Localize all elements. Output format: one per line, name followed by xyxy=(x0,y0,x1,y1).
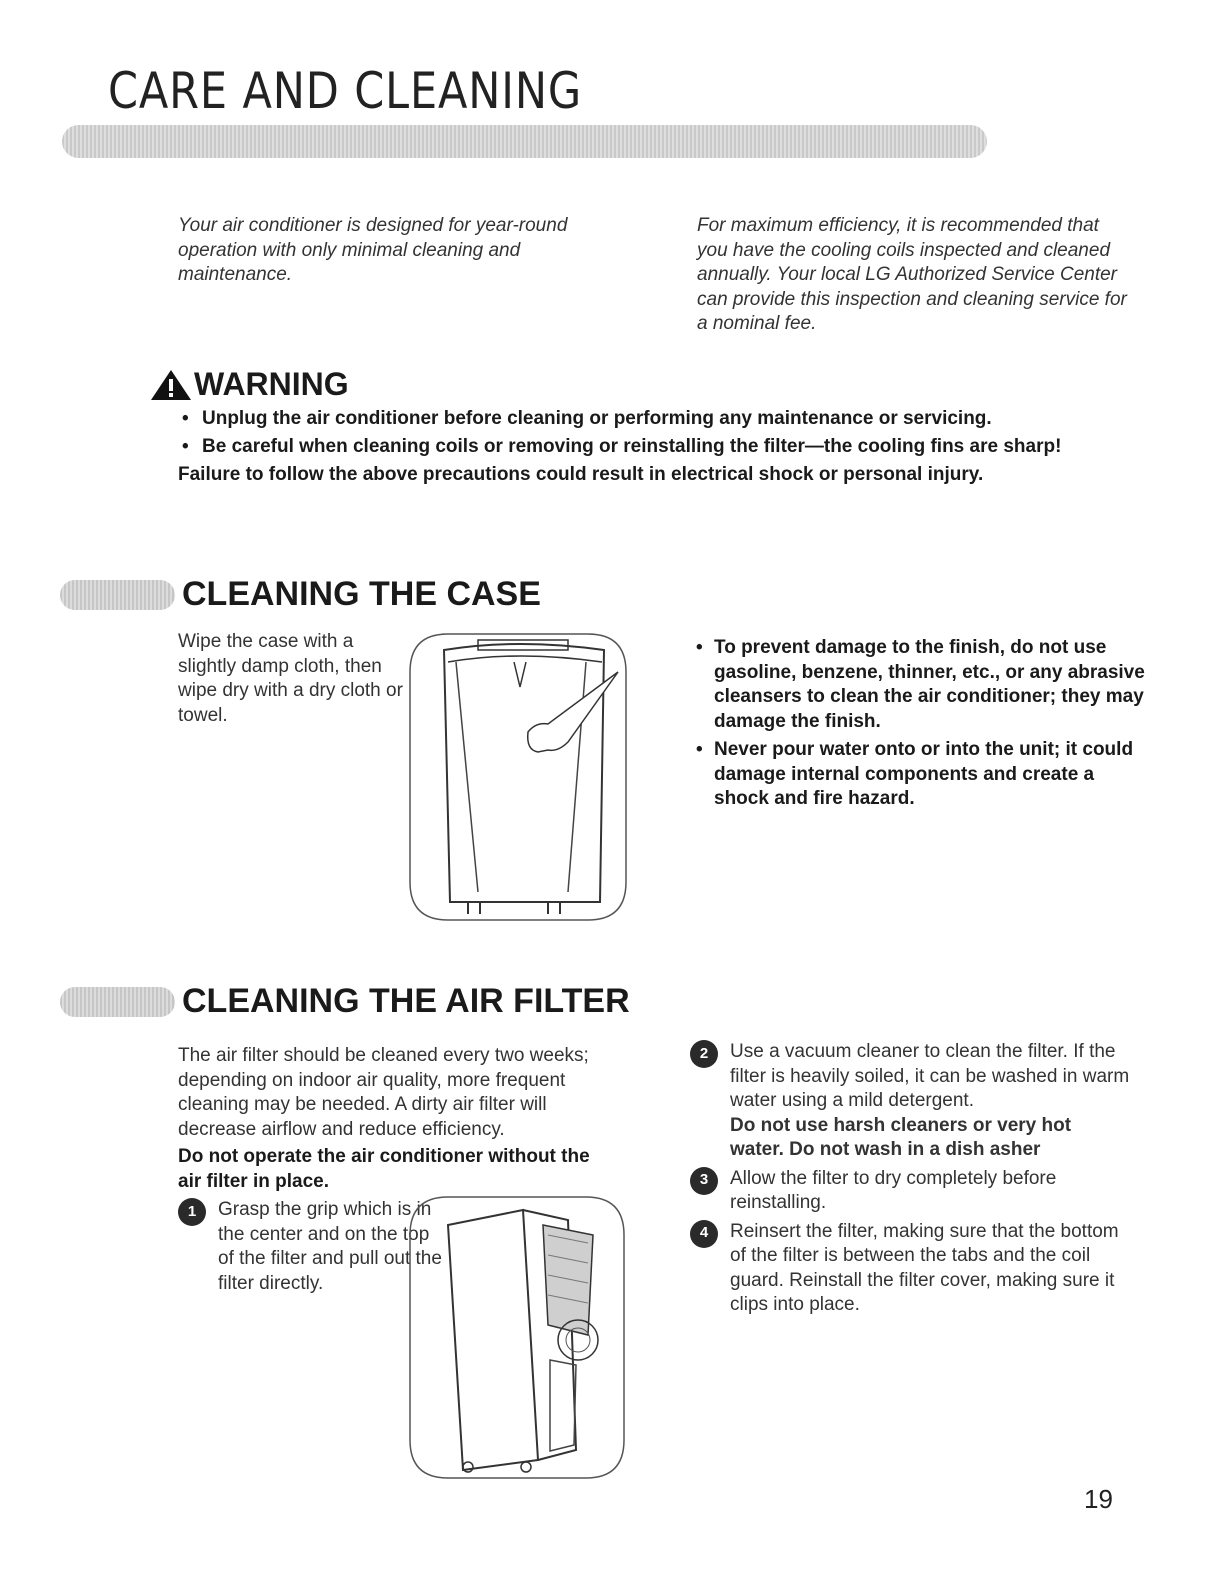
warning-triangle-icon xyxy=(150,369,192,401)
filter-steps-right xyxy=(690,1040,1130,1318)
case-cautions xyxy=(690,636,1145,816)
section-heading-filter-text: CLEANING THE AIR FILTER xyxy=(182,982,630,1020)
filter-step-4 xyxy=(690,1220,1130,1318)
intro-right: For maximum efficiency, it is recommended that you have the cooling coils inspected and cleaned annually. Your local LG Authorized Service Center can provide this inspection and cleaning service for a nominal fee. xyxy=(697,215,1127,334)
title-decoration-bar xyxy=(62,125,987,158)
case-caution-item: • To prevent damage to the finish, do not use gasoline, benzene, thinner, etc., or any abrasive cleansers to clean the air conditioner; they may damage the finish. xyxy=(690,636,1145,734)
case-instructions: Wipe the case with a slightly damp cloth, then wipe dry with a dry cloth or towel. xyxy=(178,631,403,726)
step-text: Allow the filter to dry completely before reinstalling. xyxy=(730,1167,1057,1213)
step-number-badge: 1 xyxy=(178,1198,206,1226)
step-text: Grasp the grip which is in the center and on the top of the filter and pull out the filter directly. xyxy=(218,1199,442,1294)
step-number-badge: 2 xyxy=(690,1040,718,1068)
step-bold-note: Do not use harsh cleaners or very hot water. Do not wash in a dish asher xyxy=(730,1114,1072,1160)
section-heading-case-text: CLEANING THE CASE xyxy=(182,575,541,613)
filter-step-2 xyxy=(690,1040,1130,1163)
filter-bold-note: Do not operate the air conditioner without the air filter in place. xyxy=(178,1146,590,1192)
warning-footer: Failure to follow the above precautions could result in electrical shock or personal injury. xyxy=(178,464,984,485)
warning-item: • Be careful when cleaning coils or removing or reinstalling the filter—the cooling fins are sharp! xyxy=(180,433,1130,461)
section-heading-filter xyxy=(60,982,630,1021)
warning-item: • Unplug the air conditioner before cleaning or performing any maintenance or servicing. xyxy=(180,405,1130,433)
warning-heading-text: WARNING xyxy=(194,366,349,402)
filter-instructions: The air filter should be cleaned every two weeks; depending on indoor air quality, more frequent cleaning may be needed. A dirty air filter will decrease airflow and reduce efficiency. xyxy=(178,1045,589,1140)
step-text: Reinsert the filter, making sure that the bottom of the filter is between the tabs and the coil guard. Reinstall the filter cover, making sure it clips into place. xyxy=(730,1220,1119,1315)
page-title: CARE AND CLEANING xyxy=(108,62,583,120)
section-pill-decoration xyxy=(60,580,175,610)
intro-left: Your air conditioner is designed for year-round operation with only minimal cleaning and maintenance. xyxy=(178,215,568,285)
page-number: 19 xyxy=(1084,1484,1113,1514)
filter-step-3 xyxy=(690,1167,1130,1216)
step-number-badge: 3 xyxy=(690,1167,718,1195)
section-pill-decoration xyxy=(60,987,175,1017)
case-wiping-illustration xyxy=(408,632,628,922)
case-caution-item: • Never pour water onto or into the unit; it could damage internal components and create a shock and fire hazard. xyxy=(690,738,1145,812)
section-heading-case xyxy=(60,575,541,614)
step-text: Use a vacuum cleaner to clean the filter. If the filter is heavily soiled, it can be washed in warm water using a mild detergent. xyxy=(730,1041,1130,1111)
filter-removal-illustration xyxy=(408,1195,626,1480)
warning-heading xyxy=(150,366,349,403)
warning-list xyxy=(180,405,1130,489)
step-number-badge: 4 xyxy=(690,1220,718,1248)
